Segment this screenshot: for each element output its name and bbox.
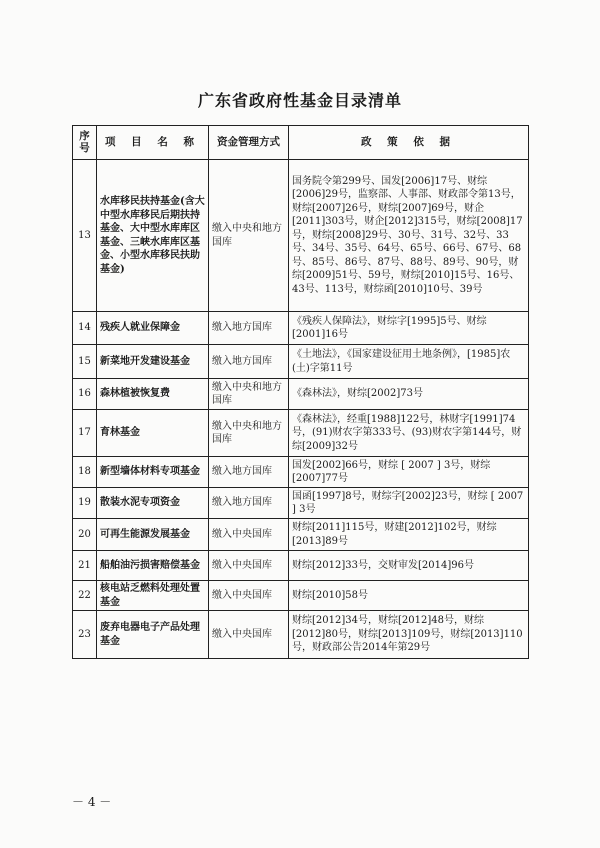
row-no: 13 [73,160,97,312]
row-method: 缴入中央国库 [209,611,289,659]
table-row [73,345,529,379]
row-method: 缴入中央国库 [209,519,289,551]
row-basis: 财综[2010]58号 [289,581,529,611]
row-no: 20 [73,519,97,551]
row-basis: 财综[2012]34号，财综[2012]48号，财综[2012]80号，财综[2013]109号，财综[2013]110号，财政部公告2014年第29号 [289,611,529,659]
row-name: 船舶油污损害赔偿基金 [97,551,209,581]
row-method: 缴入中央和地方国库 [209,379,289,410]
row-method: 缴入地方国库 [209,345,289,379]
row-basis: 国务院令第299号、国发[2006]17号、财综[2006]29号，监察部、人事部、财政部令第13号，财综[2007]26号，财综[2007]69号，财企[2011]303号，财企[2012]315号，财综[2008]17号，财综[2008]29号、30号、31号、32号、33号、34号、35号、64号、65号、66号、67号、68号、85号、86号、87号、88号、89号、90号，财综[2009]51号、59号，财综[2010]15号、16号、43号、113号，财综函[2010]10号、39号 [289,160,529,312]
row-name: 废弃电器电子产品处理基金 [97,611,209,659]
table-row [73,581,529,611]
row-basis: 财综[2011]115号，财建[2012]102号，财综[2013]89号 [289,519,529,551]
row-basis: 《土地法》，《国家建设征用土地条例》，[1985]农(土)字第11号 [289,345,529,379]
table-row [73,410,529,457]
row-name: 残疾人就业保障金 [97,312,209,345]
row-no: 19 [73,488,97,519]
row-basis: 《森林法》，财综[2002]73号 [289,379,529,410]
row-no: 18 [73,457,97,488]
header-name: 项 目 名 称 [97,126,209,160]
row-method: 缴入中央和地方国库 [209,160,289,312]
row-name: 新型墙体材料专项基金 [97,457,209,488]
row-name: 可再生能源发展基金 [97,519,209,551]
page-title: 广东省政府性基金目录清单 [197,91,402,110]
row-no: 22 [73,581,97,611]
table-row [73,160,529,312]
table-row [73,488,529,519]
header-method: 资金管理方式 [209,126,289,160]
row-name: 核电站乏燃料处理处置基金 [97,581,209,611]
row-name: 新菜地开发建设基金 [97,345,209,379]
row-no: 16 [73,379,97,410]
row-name: 森林植被恢复费 [97,379,209,410]
row-method: 缴入地方国库 [209,488,289,519]
table-row [73,312,529,345]
table-row [73,519,529,551]
row-method: 缴入中央和地方国库 [209,410,289,457]
row-method: 缴入中央国库 [209,581,289,611]
row-no: 23 [73,611,97,659]
table-row [73,457,529,488]
row-basis: 国发[2002]66号，财综 [ 2007 ] 3号，财综[2007]77号 [289,457,529,488]
table-header-row [73,126,529,160]
table-row [73,379,529,410]
header-basis: 政 策 依 据 [289,126,529,160]
row-name: 散装水泥专项资金 [97,488,209,519]
row-basis: 《森林法》，经重[1988]122号，林财字[1991]74号，(91)财农字第333号、(93)财农字第144号，财综[2009]32号 [289,410,529,457]
row-basis: 国函[1997]8号，财综字[2002]23号，财综 [ 2007 ] 3号 [289,488,529,519]
row-method: 缴入中央国库 [209,551,289,581]
row-no: 14 [73,312,97,345]
row-name: 育林基金 [97,410,209,457]
row-method: 缴入地方国库 [209,457,289,488]
row-method: 缴入地方国库 [209,312,289,345]
page-number: － 4 － [72,795,112,809]
row-no: 17 [73,410,97,457]
fund-table [72,125,529,659]
header-no: 序号 [73,126,97,160]
row-basis: 财综[2012]33号，交财审发[2014]96号 [289,551,529,581]
row-name: 水库移民扶持基金(含大中型水库移民后期扶持基金、大中型水库库区基金、三峡水库库区基金、小型水库移民扶助基金) [97,160,209,312]
table-row [73,551,529,581]
row-no: 21 [73,551,97,581]
row-no: 15 [73,345,97,379]
table-row [73,611,529,659]
row-basis: 《残疾人保障法》，财综字[1995]5号、财综[2001]16号 [289,312,529,345]
